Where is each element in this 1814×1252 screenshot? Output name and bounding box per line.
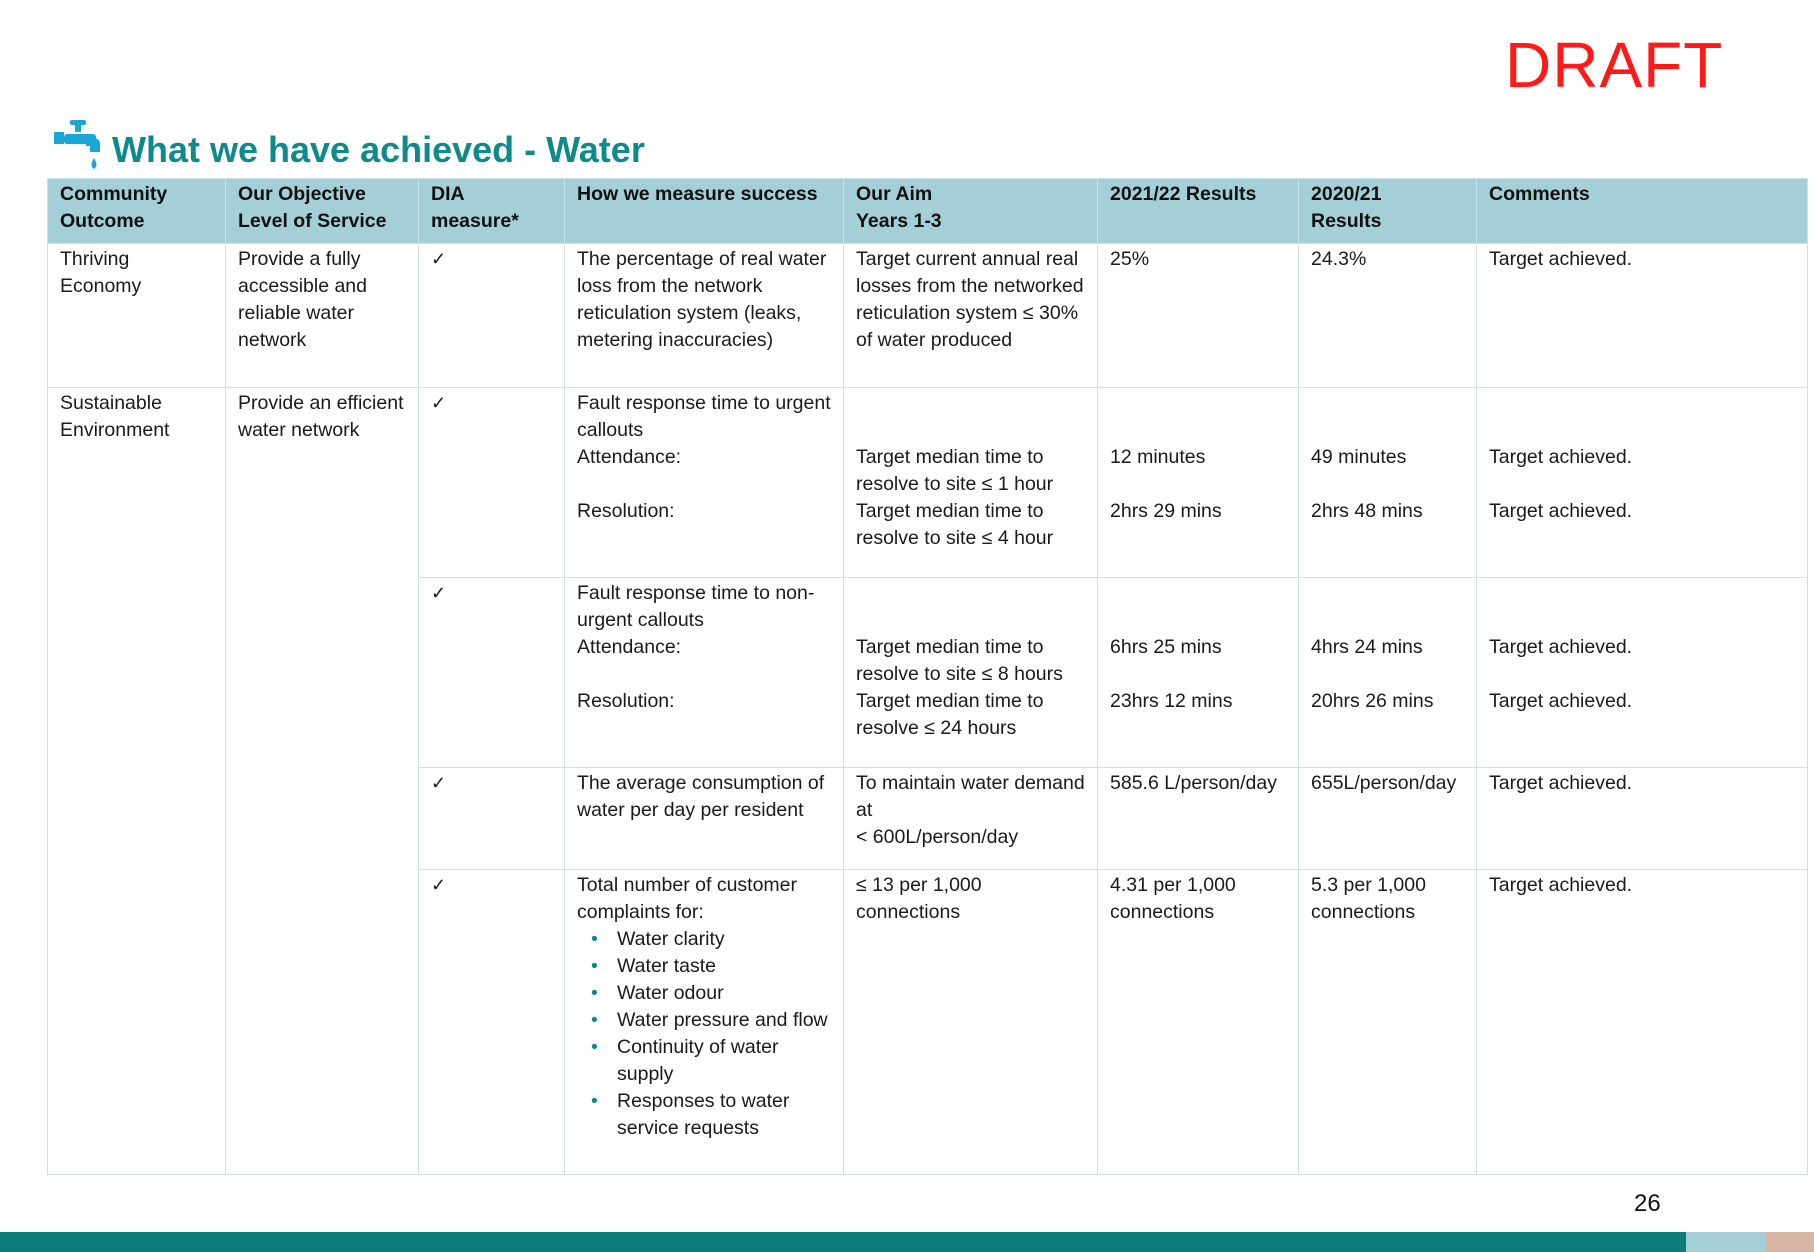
table-row — [48, 244, 1808, 388]
header-community-outcome: Community Outcome — [48, 179, 226, 244]
header-comments: Comments — [1477, 179, 1808, 244]
page-number: 26 — [1634, 1190, 1661, 1217]
cell-objective: Provide a fully accessible and reliable water network — [226, 244, 419, 388]
complaint-types-list — [577, 926, 831, 1142]
header-dia-measure: DIA measure* — [419, 179, 565, 244]
cell-result-2122: 4.31 per 1,000 connections — [1098, 870, 1299, 1175]
cell-result-2021: 4hrs 24 mins 20hrs 26 mins — [1299, 578, 1477, 768]
water-results-table — [47, 178, 1808, 1175]
list-item: • Water odour — [617, 980, 831, 1007]
cell-how: The percentage of real water loss from the network reticulation system (leaks, metering inaccuracies) — [565, 244, 844, 388]
cell-comment: Target achieved. Target achieved. — [1477, 578, 1808, 768]
dia-check-icon: ✓ — [419, 244, 565, 388]
dia-check-icon: ✓ — [419, 768, 565, 870]
cell-result-2122: 585.6 L/person/day — [1098, 768, 1299, 870]
header-results-2021: 2020/21 Results — [1299, 179, 1477, 244]
cell-how: Fault response time to urgent callouts Attendance: Resolution: — [565, 388, 844, 578]
table-header-row — [48, 179, 1808, 244]
cell-aim: To maintain water demand at < 600L/person/day — [844, 768, 1098, 870]
water-tap-icon — [52, 118, 104, 178]
footer-bar — [0, 1232, 1814, 1252]
cell-how: Fault response time to non-urgent callouts Attendance: Resolution: — [565, 578, 844, 768]
list-item: • Water taste — [617, 953, 831, 980]
cell-result-2021: 49 minutes 2hrs 48 mins — [1299, 388, 1477, 578]
cell-comment: Target achieved. — [1477, 870, 1808, 1175]
dia-check-icon: ✓ — [419, 388, 565, 578]
cell-result-2122: 6hrs 25 mins 23hrs 12 mins — [1098, 578, 1299, 768]
cell-aim: ≤ 13 per 1,000 connections — [844, 870, 1098, 1175]
cell-result-2122: 25% — [1098, 244, 1299, 388]
page-title: What we have achieved - Water — [112, 129, 645, 170]
cell-outcome: Thriving Economy — [48, 244, 226, 388]
cell-objective: Provide an efficient water network — [226, 388, 419, 1175]
cell-outcome: Sustainable Environment — [48, 388, 226, 1175]
page-heading — [52, 118, 645, 178]
table-row — [48, 388, 1808, 578]
dia-check-icon: ✓ — [419, 870, 565, 1175]
cell-result-2122: 12 minutes 2hrs 29 mins — [1098, 388, 1299, 578]
cell-aim: Target median time to resolve to site ≤ 1 hour Target median time to resolve to site ≤ 4 hour — [844, 388, 1098, 578]
cell-comment: Target achieved. Target achieved. — [1477, 388, 1808, 578]
list-item: • Responses to water service requests — [617, 1088, 831, 1142]
cell-comment: Target achieved. — [1477, 768, 1808, 870]
list-item: • Water pressure and flow — [617, 1007, 831, 1034]
draft-watermark: DRAFT — [1505, 29, 1724, 101]
footer-accent-tan — [1766, 1232, 1814, 1252]
cell-how: The average consumption of water per day per resident — [565, 768, 844, 870]
cell-aim: Target current annual real losses from the networked reticulation system ≤ 30% of water produced — [844, 244, 1098, 388]
header-results-2122: 2021/22 Results — [1098, 179, 1299, 244]
header-objective: Our Objective Level of Service — [226, 179, 419, 244]
cell-comment: Target achieved. — [1477, 244, 1808, 388]
cell-result-2021: 655L/person/day — [1299, 768, 1477, 870]
cell-result-2021: 24.3% — [1299, 244, 1477, 388]
header-how-measure: How we measure success — [565, 179, 844, 244]
header-our-aim: Our Aim Years 1-3 — [844, 179, 1098, 244]
footer-accent-light — [1686, 1232, 1766, 1252]
cell-how: Total number of customer complaints for: • Water clarity • Water taste • Water odour • Water pressure and flow • Continuity of water supply • Responses to water service requests — [565, 870, 844, 1175]
list-item: • Water clarity — [617, 926, 831, 953]
dia-check-icon: ✓ — [419, 578, 565, 768]
list-item: • Continuity of water supply — [617, 1034, 831, 1088]
cell-result-2021: 5.3 per 1,000 connections — [1299, 870, 1477, 1175]
cell-aim: Target median time to resolve to site ≤ 8 hours Target median time to resolve ≤ 24 hours — [844, 578, 1098, 768]
